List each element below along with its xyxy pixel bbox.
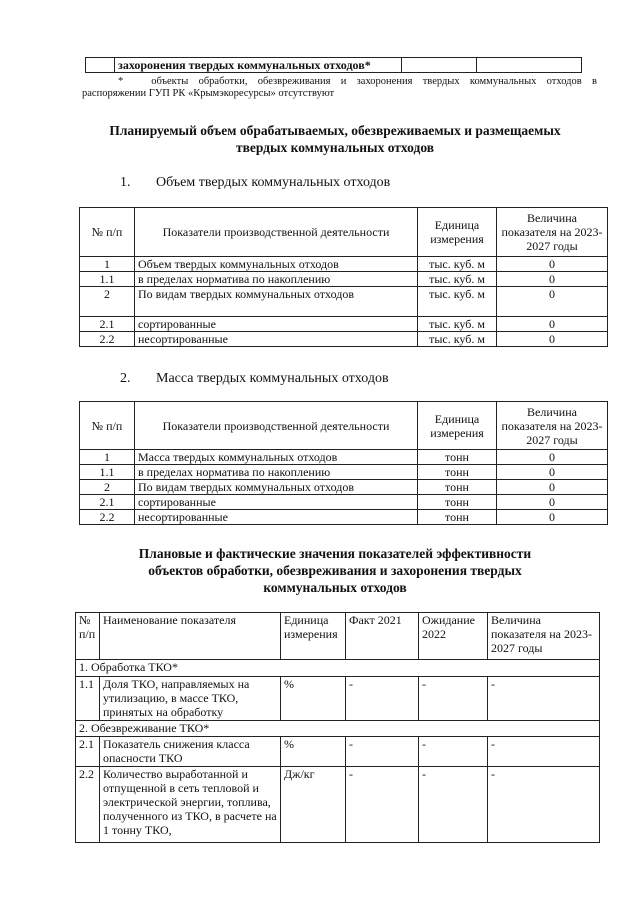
t2-r3-unit: тонн <box>418 480 497 495</box>
heading-efficiency <box>80 545 590 596</box>
t2-r1-name: Масса твердых коммунальных отходов <box>135 450 418 465</box>
t3-r22-unit: Дж/кг <box>281 767 346 843</box>
t3-r11-num: 1.1 <box>76 677 100 721</box>
table-volume <box>79 207 608 347</box>
t2-header-num: № п/п <box>80 402 135 450</box>
t2-r1-num: 1 <box>80 450 135 465</box>
table-row <box>80 332 608 347</box>
t3-header-fact: Факт 2021 <box>346 613 419 660</box>
t1-r4-unit: тыс. куб. м <box>418 317 497 332</box>
t2-r1-value: 0 <box>497 450 608 465</box>
top-fragment-empty-cell <box>86 58 115 73</box>
t2-r3-num: 2 <box>80 480 135 495</box>
t1-r4-name: сортированные <box>135 317 418 332</box>
t3-r21-fact: - <box>346 737 419 767</box>
t3-r11-unit: % <box>281 677 346 721</box>
section2-title <box>120 371 389 387</box>
t2-header-value: Величина показателя на 2023-2027 годы <box>497 402 608 450</box>
table-row <box>80 465 608 480</box>
t1-r5-value: 0 <box>497 332 608 347</box>
table-row <box>80 495 608 510</box>
t3-r22-expected: - <box>419 767 488 843</box>
t2-r4-unit: тонн <box>418 495 497 510</box>
t2-r2-value: 0 <box>497 465 608 480</box>
t1-r5-unit: тыс. куб. м <box>418 332 497 347</box>
top-fragment-table <box>85 57 582 73</box>
t1-r3-name: По видам твердых коммунальных отходов <box>135 287 418 317</box>
t1-r2-unit: тыс. куб. м <box>418 272 497 287</box>
t2-r4-num: 2.1 <box>80 495 135 510</box>
t3-r21-unit: % <box>281 737 346 767</box>
table-mass <box>79 401 608 525</box>
table-row <box>80 272 608 287</box>
t1-header-num: № п/п <box>80 208 135 257</box>
table-row <box>80 480 608 495</box>
t3-r22-name: Количество выработанной и отпущенной в сеть тепловой и электрической энергии, топлива, полученного из ТКО, в расчете на 1 тонну ТКО, <box>100 767 281 843</box>
t3-header-num: № п/п <box>76 613 100 660</box>
t2-r4-name: сортированные <box>135 495 418 510</box>
t2-r3-name: По видам твердых коммунальных отходов <box>135 480 418 495</box>
t3-r11-value: - <box>488 677 600 721</box>
t3-r21-num: 2.1 <box>76 737 100 767</box>
t1-r3-value: 0 <box>497 287 608 317</box>
t3-group1: 1. Обработка ТКО* <box>76 660 600 677</box>
table-row <box>80 287 608 317</box>
t1-header-unit: Единица измерения <box>418 208 497 257</box>
t2-r2-unit: тонн <box>418 465 497 480</box>
t1-header-indicator: Показатели производственной деятельности <box>135 208 418 257</box>
t3-header-expected: Ожидание 2022 <box>419 613 488 660</box>
top-fragment-cell-4 <box>477 58 582 73</box>
t1-r4-value: 0 <box>497 317 608 332</box>
t1-r2-name: в пределах норматива по накоплению <box>135 272 418 287</box>
table-group-row <box>76 660 600 677</box>
table-group-row <box>76 721 600 737</box>
t2-r1-unit: тонн <box>418 450 497 465</box>
t2-r2-num: 1.1 <box>80 465 135 480</box>
t1-r1-name: Объем твердых коммунальных отходов <box>135 257 418 272</box>
t3-r22-value: - <box>488 767 600 843</box>
table-row <box>80 257 608 272</box>
t3-header-name: Наименование показателя <box>100 613 281 660</box>
table-row <box>80 317 608 332</box>
t3-r22-fact: - <box>346 767 419 843</box>
top-fragment-cell-3 <box>402 58 477 73</box>
t1-header-value: Величина показателя на 2023-2027 годы <box>497 208 608 257</box>
t2-header-indicator: Показатели производственной деятельности <box>135 402 418 450</box>
t2-header-unit: Единица измерения <box>418 402 497 450</box>
t3-header-unit: Единица измерения <box>281 613 346 660</box>
t3-r21-name: Показатель снижения класса опасности ТКО <box>100 737 281 767</box>
t1-r3-unit: тыс. куб. м <box>418 287 497 317</box>
table-efficiency <box>75 612 600 843</box>
top-fragment-text: захоронения твердых коммунальных отходов* <box>115 58 402 73</box>
footnote-line1: объекты обработки, обезвреживания и захоронения твердых коммунальных отходов в <box>151 76 597 87</box>
heading1-line2: твердых коммунальных отходов <box>235 140 435 155</box>
t3-r21-expected: - <box>419 737 488 767</box>
table-row <box>76 737 600 767</box>
t2-r5-value: 0 <box>497 510 608 525</box>
heading-planned-volume <box>60 122 610 156</box>
heading1-line1: Планируемый объем обрабатываемых, обезвреживаемых и размещаемых <box>109 123 561 138</box>
section1-text: Объем твердых коммунальных отходов <box>156 175 391 190</box>
table-row <box>76 677 600 721</box>
t2-r3-value: 0 <box>497 480 608 495</box>
t3-r21-value: - <box>488 737 600 767</box>
section2-number: 2. <box>120 371 131 386</box>
table-row <box>80 450 608 465</box>
t1-r3-num: 2 <box>80 287 135 317</box>
section2-text: Масса твердых коммунальных отходов <box>156 371 389 386</box>
t3-r22-num: 2.2 <box>76 767 100 843</box>
t3-group2: 2. Обезвреживание ТКО* <box>76 721 600 737</box>
t3-r11-expected: - <box>419 677 488 721</box>
section1-title <box>120 175 390 191</box>
t1-r5-name: несортированные <box>135 332 418 347</box>
footnote-line2: распоряжении ГУП РК «Крымэкоресурсы» отсутствуют <box>82 88 335 99</box>
footnote <box>82 76 597 100</box>
t1-r1-unit: тыс. куб. м <box>418 257 497 272</box>
t1-r4-num: 2.1 <box>80 317 135 332</box>
heading2-line2: объектов обработки, обезвреживания и захоронения твердых <box>148 563 522 578</box>
t2-r5-num: 2.2 <box>80 510 135 525</box>
t2-r5-unit: тонн <box>418 510 497 525</box>
t2-r4-value: 0 <box>497 495 608 510</box>
t1-r5-num: 2.2 <box>80 332 135 347</box>
table-row <box>76 767 600 843</box>
heading2-line1: Плановые и фактические значения показателей эффективности <box>138 546 532 561</box>
t1-r2-value: 0 <box>497 272 608 287</box>
t3-r11-fact: - <box>346 677 419 721</box>
t1-r2-num: 1.1 <box>80 272 135 287</box>
t2-r2-name: в пределах норматива по накоплению <box>135 465 418 480</box>
t2-r5-name: несортированные <box>135 510 418 525</box>
t1-r1-value: 0 <box>497 257 608 272</box>
t3-header-value: Величина показателя на 2023-2027 годы <box>488 613 600 660</box>
table-row <box>80 510 608 525</box>
heading2-line3: коммунальных отходов <box>263 580 407 595</box>
footnote-mark: * <box>118 76 124 87</box>
section1-number: 1. <box>120 175 131 190</box>
t1-r1-num: 1 <box>80 257 135 272</box>
t3-r11-name: Доля ТКО, направляемых на утилизацию, в массе ТКО, принятых на обработку <box>100 677 281 721</box>
